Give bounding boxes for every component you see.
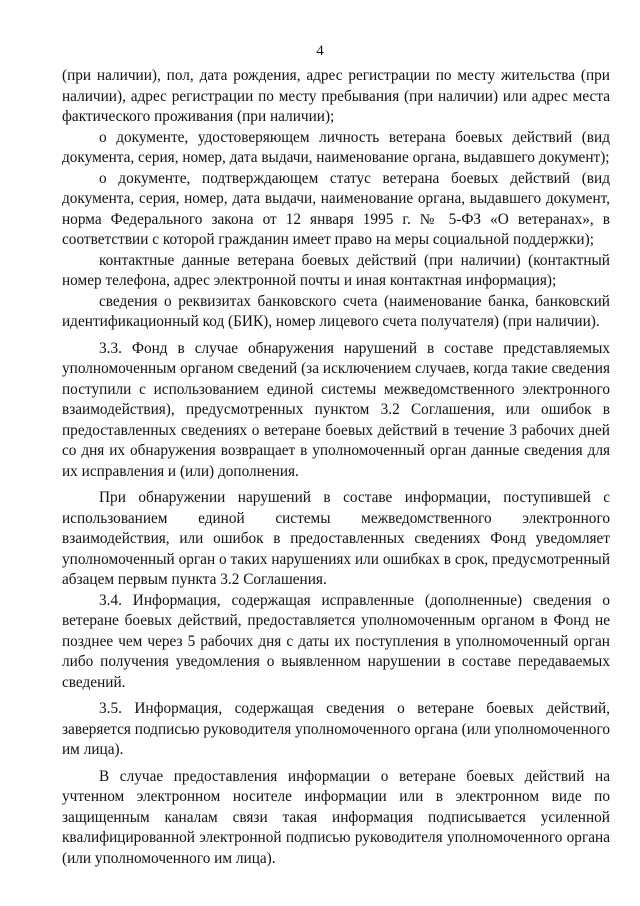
paragraph-identity-document: о документе, удостоверяющем личность ветерана боевых действий (вид документа, серия, номер, дата выдачи, наименование органа, выдавшего документ);: [62, 128, 610, 166]
paragraph-violation-notice: При обнаружении нарушений в составе информации, поступившей с использованием единой системы межведомственного электронного взаимодействия, или ошибок в предоставленных сведениях Фонд уведомляет уполномоченный орган о таких нарушениях или ошибках в срок, предусмотренный абзацем первым пункта 3.2 Соглашения.: [62, 489, 610, 588]
paragraph-clause-3-4: 3.4. Информация, содержащая исправленные (дополненные) сведения о ветеране боевых действий, предоставляется уполномоченным органом в Фонд не позднее чем через 5 рабочих дня с даты их поступления в уполномоченный орган либо получения уведомления о выявленном нарушении в составе передаваемых сведений.: [62, 591, 610, 691]
paragraph-personal-data-continued: (при наличии), пол, дата рождения, адрес регистрации по месту жительства (при наличии), адрес регистрации по месту пребывания (при наличии) или адрес места фактического проживания (при наличии);: [62, 67, 610, 125]
paragraph-status-document: о документе, подтверждающем статус ветерана боевых действий (вид документа, серия, номер, дата выдачи, наименование органа, выдавшего документ, норма Федерального закона от 12 января 1995 г. № 5-ФЗ «О ветеранах», в соответствии с которой гражданин имеет право на меры социальной поддержки);: [62, 169, 610, 248]
paragraph-contact-data: контактные данные ветерана боевых действий (при наличии) (контактный номер телефона, адрес электронной почты и иная контактная информация);: [62, 251, 610, 289]
document-body: [62, 66, 610, 869]
paragraph-bank-account: сведения о реквизитах банковского счета (наименование банка, банковский идентификационный код (БИК), номер лицевого счета получателя) (при наличии).: [62, 292, 610, 330]
page-number: 4: [316, 43, 324, 59]
paragraph-clause-3-3: 3.3. Фонд в случае обнаружения нарушений в составе представляемых уполномоченным органом сведений (за исключением случаев, когда такие сведения поступили с использованием единой системы межведомственного электронного взаимодействия), предусмотренных пунктом 3.2 Соглашения, или ошибок в предоставленных сведениях о ветеране боевых действий в течение 3 рабочих дней со дня их обнаружения возвращает в уполномоченный орган данные сведения для их исправления и (или) дополнения.: [62, 339, 610, 480]
paragraph-clause-3-5: 3.5. Информация, содержащая сведения о ветеране боевых действий, заверяется подписью руководителя уполномоченного органа (или уполномоченного им лица).: [62, 700, 610, 758]
paragraph-electronic-signature: В случае предоставления информации о ветеране боевых действий на учтенном электронном носителе информации или в электронном виде по защищенным каналам связи такая информация подписывается усиленной квалифицированной электронной подписью руководителя уполномоченного органа (или уполномоченного им лица).: [62, 767, 610, 867]
